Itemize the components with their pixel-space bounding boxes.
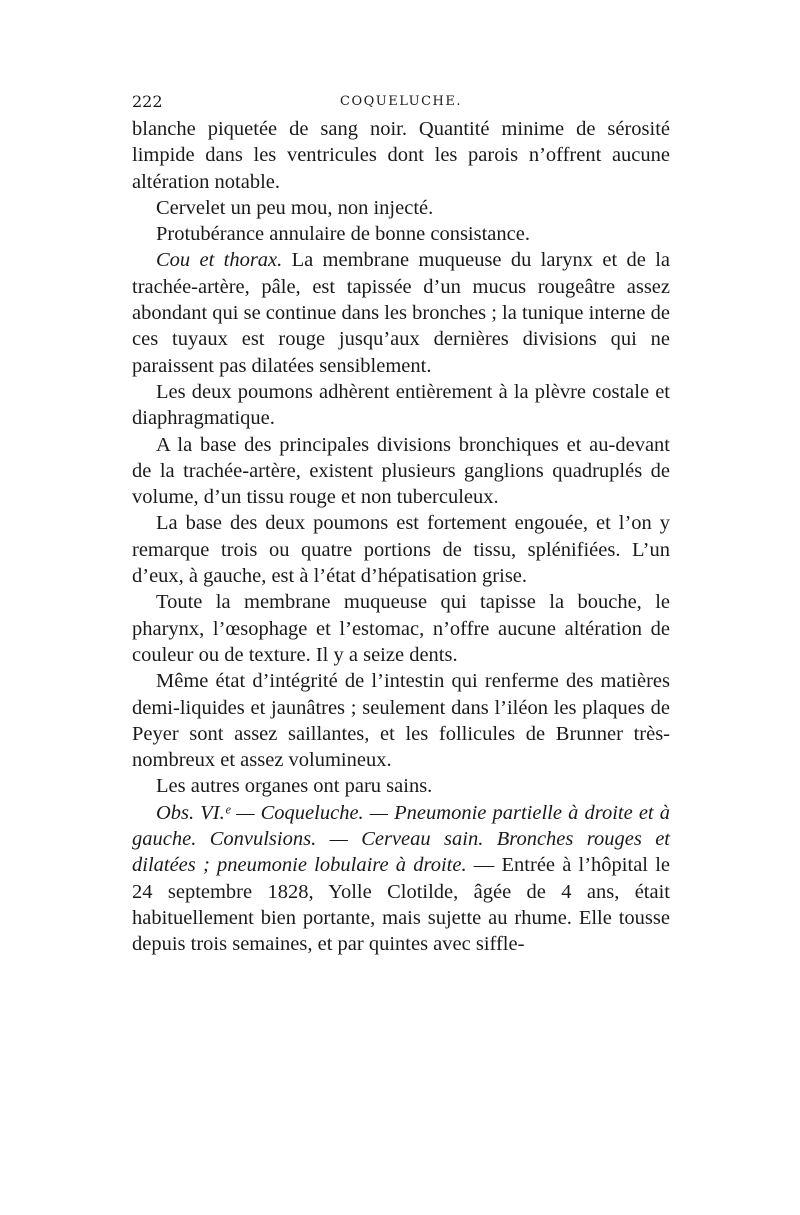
paragraph: Cou et thorax. La membrane muqueuse du larynx et de la trachée-artère, pâle, est tapissée d’un mucus rougeâtre assez abondant qui se continue dans les bronches ; la tunique interne de ces tuyaux est rouge jusqu’aux dernières divisions qui ne paraissent pas dilatées sensiblement. — [132, 249, 670, 377]
paragraph: Même état d’intégrité de l’intestin qui renferme des matières demi-liquides et jaunâtres ; seulement dans l’iléon les plaques de Peyer sont assez saillantes, et les follicules de Brunner très-nombreux et assez volumineux. — [132, 670, 670, 772]
running-head — [132, 88, 670, 116]
paragraph: Les deux poumons adhèrent entièrement à la plèvre costale et diaphragmatique. — [132, 380, 670, 430]
paragraph: La base des deux poumons est fortement engouée, et l’on y remarque trois ou quatre portions de tissu, splénifiées. L’un d’eux, à gauche, est à l’état d’hépatisation grise. — [132, 512, 670, 588]
body-text — [132, 116, 670, 958]
paragraph: Les autres organes ont paru sains. — [156, 775, 433, 798]
paragraph: blanche piquetée de sang noir. Quantité minime de sérosité limpide dans les ventricules dont les parois n’offrent aucune altération notable. — [132, 118, 670, 193]
paragraph: Protubérance annulaire de bonne consistance. — [156, 223, 530, 246]
observation-heading: Obs. VI.ᵉ — Coqueluche. — Pneumonie partielle à droite et à gauche. Convulsions. — Cerveau sain. Bronches rouges et dilatées ; pneumonie lobulaire à droite. — [132, 801, 670, 877]
book-page — [132, 88, 670, 958]
running-title: COQUELUCHE. — [340, 94, 462, 109]
paragraph: A la base des principales divisions bronchiques et au-devant de la trachée-artère, existent plusieurs ganglions quadruplés de volume, d’un tissu rouge et non tuberculeux. — [132, 433, 670, 509]
observation-paragraph: Obs. VI.ᵉ — Coqueluche. — Pneumonie partielle à droite et à gauche. Convulsions. — Cerveau sain. Bronches rouges et dilatées ; pneumonie lobulaire à droite. — Entrée à l’hôpital le 24 septembre 1828, Yolle Clotilde, âgée de 4 ans, était habituellement bien portante, mais sujette au rhume. Elle tousse depuis trois semaines, et par quintes avec siffle- — [132, 801, 670, 956]
section-lead: Cou et thorax. — [156, 249, 283, 272]
paragraph: Toute la membrane muqueuse qui tapisse la bouche, le pharynx, l’œsophage et l’estomac, n’offre aucune altération de couleur ou de texture. Il y a seize dents. — [132, 591, 670, 666]
page-number: 222 — [132, 92, 163, 111]
paragraph: Cervelet un peu mou, non injecté. — [156, 196, 434, 219]
